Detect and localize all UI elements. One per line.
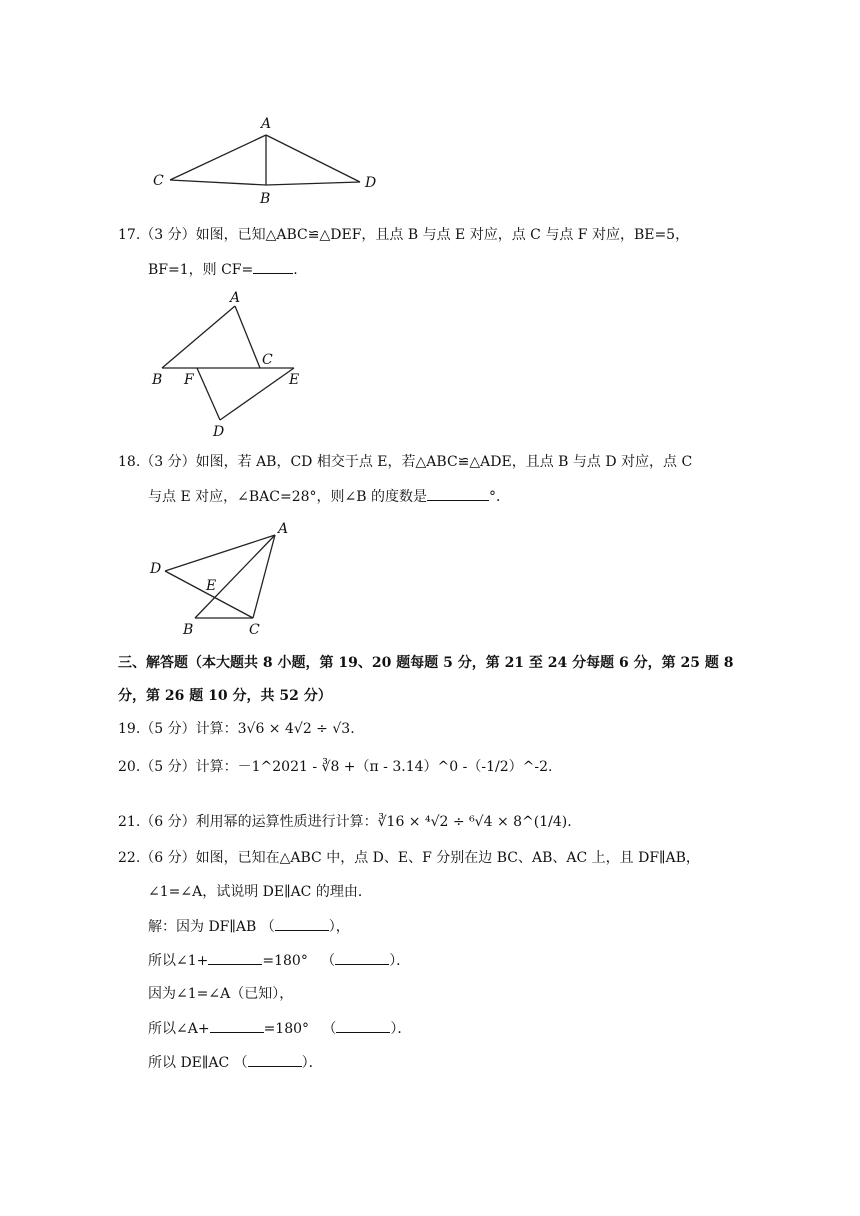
q22-step5-text: 所以 DE∥AC — [148, 1055, 230, 1071]
figure-q18 — [145, 518, 305, 638]
q20-text-pre: 20.（5 分）计算： — [118, 759, 238, 775]
q21-text-post: . — [567, 814, 572, 830]
q22-step4-reason: （ ）． — [313, 1021, 411, 1037]
q18-text-post: °． — [488, 489, 510, 505]
section3-heading-line2: 分，第 26 题 10 分，共 52 分） — [118, 688, 332, 704]
q22-step2 — [148, 950, 410, 971]
figure-q16 — [150, 110, 390, 210]
label-d: D — [365, 175, 377, 191]
q18-line2 — [148, 486, 510, 507]
q22-step1-reason: （ ）， — [261, 919, 350, 935]
label-e: E — [289, 372, 300, 388]
q19-text-pre: 19.（5 分）计算： — [118, 721, 238, 737]
q17-text-post: . — [293, 262, 298, 278]
q18-text-pre: 与点 E 对应，∠BAC=28°，则∠B 的度数是 — [148, 489, 427, 505]
q21-text-pre: 21.（6 分）利用幂的运算性质进行计算： — [118, 814, 378, 830]
q22-blank-reason-3[interactable] — [336, 1018, 390, 1033]
q22-blank-reason-4[interactable] — [248, 1052, 302, 1067]
q22-blank-angle-1[interactable] — [208, 950, 262, 965]
label-d: D — [150, 561, 162, 577]
label-b: B — [260, 191, 271, 207]
q20-text-post: . — [547, 759, 553, 775]
q22-step4-mid: =180° — [263, 1021, 310, 1037]
q20-expression: －1^2021 - ∛8 +（π - 3.14）^0 -（-1/2）^-2 — [237, 759, 548, 775]
q17-line2 — [148, 259, 298, 280]
q22-step4 — [148, 1018, 411, 1039]
q17-text-pre: BF=1，则 CF= — [148, 262, 254, 278]
figure-q17 — [150, 285, 320, 445]
q22-step4-text: 所以∠A+ — [148, 1021, 210, 1037]
label-b: B — [183, 622, 194, 638]
label-f: F — [184, 372, 194, 388]
label-a: A — [278, 521, 289, 537]
q19 — [118, 719, 355, 739]
q22-step1 — [148, 916, 350, 937]
q22-step5 — [148, 1052, 323, 1073]
q22-blank-angle-2[interactable] — [210, 1018, 264, 1033]
q22-line1: 22.（6 分）如图，已知在△ABC 中，点 D、E、F 分别在边 BC、AB、AC 上，且 DF∥AB， — [118, 850, 700, 866]
q18-line1: 18.（3 分）如图，若 AB，CD 相交于点 E，若△ABC≌△ADE，且点 B 与点 D 对应，点 C — [118, 454, 693, 470]
q22-step5-reason: （ ）． — [234, 1055, 323, 1071]
label-d: D — [213, 424, 225, 440]
label-e: E — [206, 578, 217, 594]
q22-step2-text: 所以∠1+ — [148, 953, 209, 969]
q21 — [118, 812, 572, 832]
label-c: C — [262, 352, 273, 368]
label-a: A — [261, 116, 272, 132]
q17-line1: 17.（3 分）如图，已知△ABC≌△DEF，且点 B 与点 E 对应，点 C 与点 F 对应，BE=5， — [118, 227, 690, 243]
q22-blank-reason-2[interactable] — [335, 950, 389, 965]
q20 — [118, 757, 552, 777]
q22-step2-mid: =180° — [262, 953, 308, 969]
label-c: C — [249, 622, 260, 638]
label-c: C — [153, 173, 164, 189]
q22-line2: ∠1=∠A，试说明 DE∥AC 的理由． — [148, 884, 372, 900]
q22-step3: 因为∠1=∠A（已知）， — [148, 986, 294, 1002]
label-a: A — [230, 290, 241, 306]
section3-heading-line1: 三、解答题（本大题共 8 小题，第 19、20 题每题 5 分，第 21 至 24 分每题 6 分，第 25 题 8 — [118, 655, 734, 671]
q17-answer-blank[interactable] — [253, 259, 293, 274]
label-b: B — [152, 372, 163, 388]
q21-expression: ∛16 × ⁴√2 ÷ ⁶√4 × 8^(1/4) — [377, 814, 568, 830]
q22-blank-reason-1[interactable] — [275, 916, 329, 931]
q19-expression: 3√6 × 4√2 ÷ √3 — [237, 721, 351, 737]
q22-step1-text: 解：因为 DF∥AB — [148, 919, 257, 935]
q18-answer-blank[interactable] — [427, 486, 489, 501]
q22-step2-reason: （ ）． — [312, 953, 410, 969]
q19-text-post: . — [350, 721, 355, 737]
